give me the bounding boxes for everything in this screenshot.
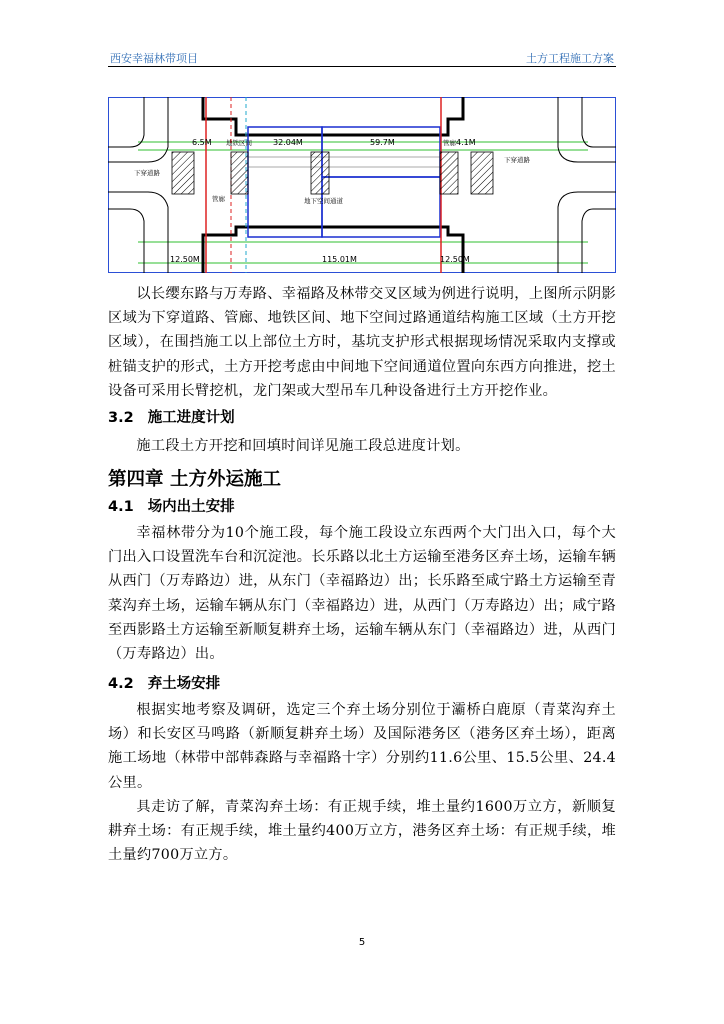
label-right-road: 下穿道路	[504, 156, 530, 164]
section-4-1-heading	[108, 496, 616, 518]
section-4-1	[108, 496, 616, 666]
section-4-2-body-1: 根据实地考察及调研，选定三个弃土场分别位于灞桥白鹿原（青菜沟弃土场）和长安区马鸣路（新顺复耕弃土场）及国际港务区（港务区弃土场），距离施工场地（林带中部韩森路与幸福路十字）分别约11.6公里、15.5公里、24.4公里。	[108, 702, 616, 791]
label-underground: 地下空间通道	[304, 197, 343, 205]
label-right-zone: 管廊	[443, 139, 456, 147]
site-plan-drawing	[108, 97, 616, 273]
label-corridor: 管廊	[212, 195, 225, 203]
chapter-4-title: 第四章 土方外运施工	[108, 469, 281, 490]
section-4-2-number: 4.2	[108, 676, 134, 692]
dim-right-top: 4.1M	[456, 138, 476, 147]
section-3-2	[108, 407, 616, 458]
section-4-1-title: 场内出土安排	[147, 499, 235, 515]
dim-mid-left: 32.04M	[273, 138, 303, 147]
section-4-2-body-2: 具走访了解，青菜沟弃土场：有正规手续，堆土量约1600万立方，新顺复耕弃土场：有正规手续，堆土量约400万立方，港务区弃土场：有正规手续，堆土量约700万立方。	[108, 798, 616, 864]
dim-left-top: 6.5M	[192, 138, 212, 147]
dim-mid-right: 59.7M	[370, 138, 395, 147]
section-4-2-heading	[108, 673, 616, 695]
dim-bottom-right: 12.50M	[440, 255, 470, 264]
header-document-title: 土方工程施工方案	[526, 52, 614, 65]
label-left-zone: 地铁区间	[226, 139, 252, 147]
header-rule	[108, 66, 616, 67]
label-left-road: 下穿道路	[134, 169, 160, 177]
page-number: 5	[358, 937, 366, 948]
section-4-2	[108, 673, 616, 867]
section-3-2-number: 3.2	[108, 410, 134, 426]
section-3-2-heading	[108, 407, 616, 429]
section-4-1-number: 4.1	[108, 499, 134, 515]
header-project-title: 西安幸福林带项目	[110, 52, 198, 65]
dim-bottom-left: 12.50M	[170, 255, 200, 264]
intro-paragraph: 以长缨东路与万寿路、幸福路及林带交叉区域为例进行说明，上图所示阴影区域为下穿道路、管廊、地铁区间、地下空间过路通道结构施工区域（土方开挖区域），在围挡施工以上部位土方时，基坑支护形式根据现场情况采取内支撑或桩锚支护的形式，土方开挖考虑由中间地下空间通道位置向东西方向推进，挖土设备可采用长臂挖机，龙门架或大型吊车几种设备进行土方开挖作业。	[108, 286, 616, 399]
intro-paragraph-block	[108, 282, 616, 403]
section-4-1-body: 幸福林带分为10个施工段，每个施工段设立东西两个大门出入口，每个大门出入口设置洗车台和沉淀池。长乐路以北土方运输至港务区弃土场，运输车辆从西门（万寿路边）进，从东门（幸福路边）出；长乐路至咸宁路土方运输至青菜沟弃土场，运输车辆从东门（幸福路边）进，从西门（万寿路边）出；咸宁路至西影路土方运输至新顺复耕弃土场，运输车辆从东门（幸福路边）进，从西门（万寿路边）出。	[108, 525, 616, 663]
dim-bottom-mid: 115.01M	[322, 255, 357, 264]
chapter-4	[108, 467, 616, 493]
section-4-2-title: 弃土场安排	[147, 676, 221, 692]
section-3-2-title: 施工进度计划	[147, 410, 235, 426]
section-3-2-body: 施工段土方开挖和回填时间详见施工段总进度计划。	[136, 438, 470, 454]
